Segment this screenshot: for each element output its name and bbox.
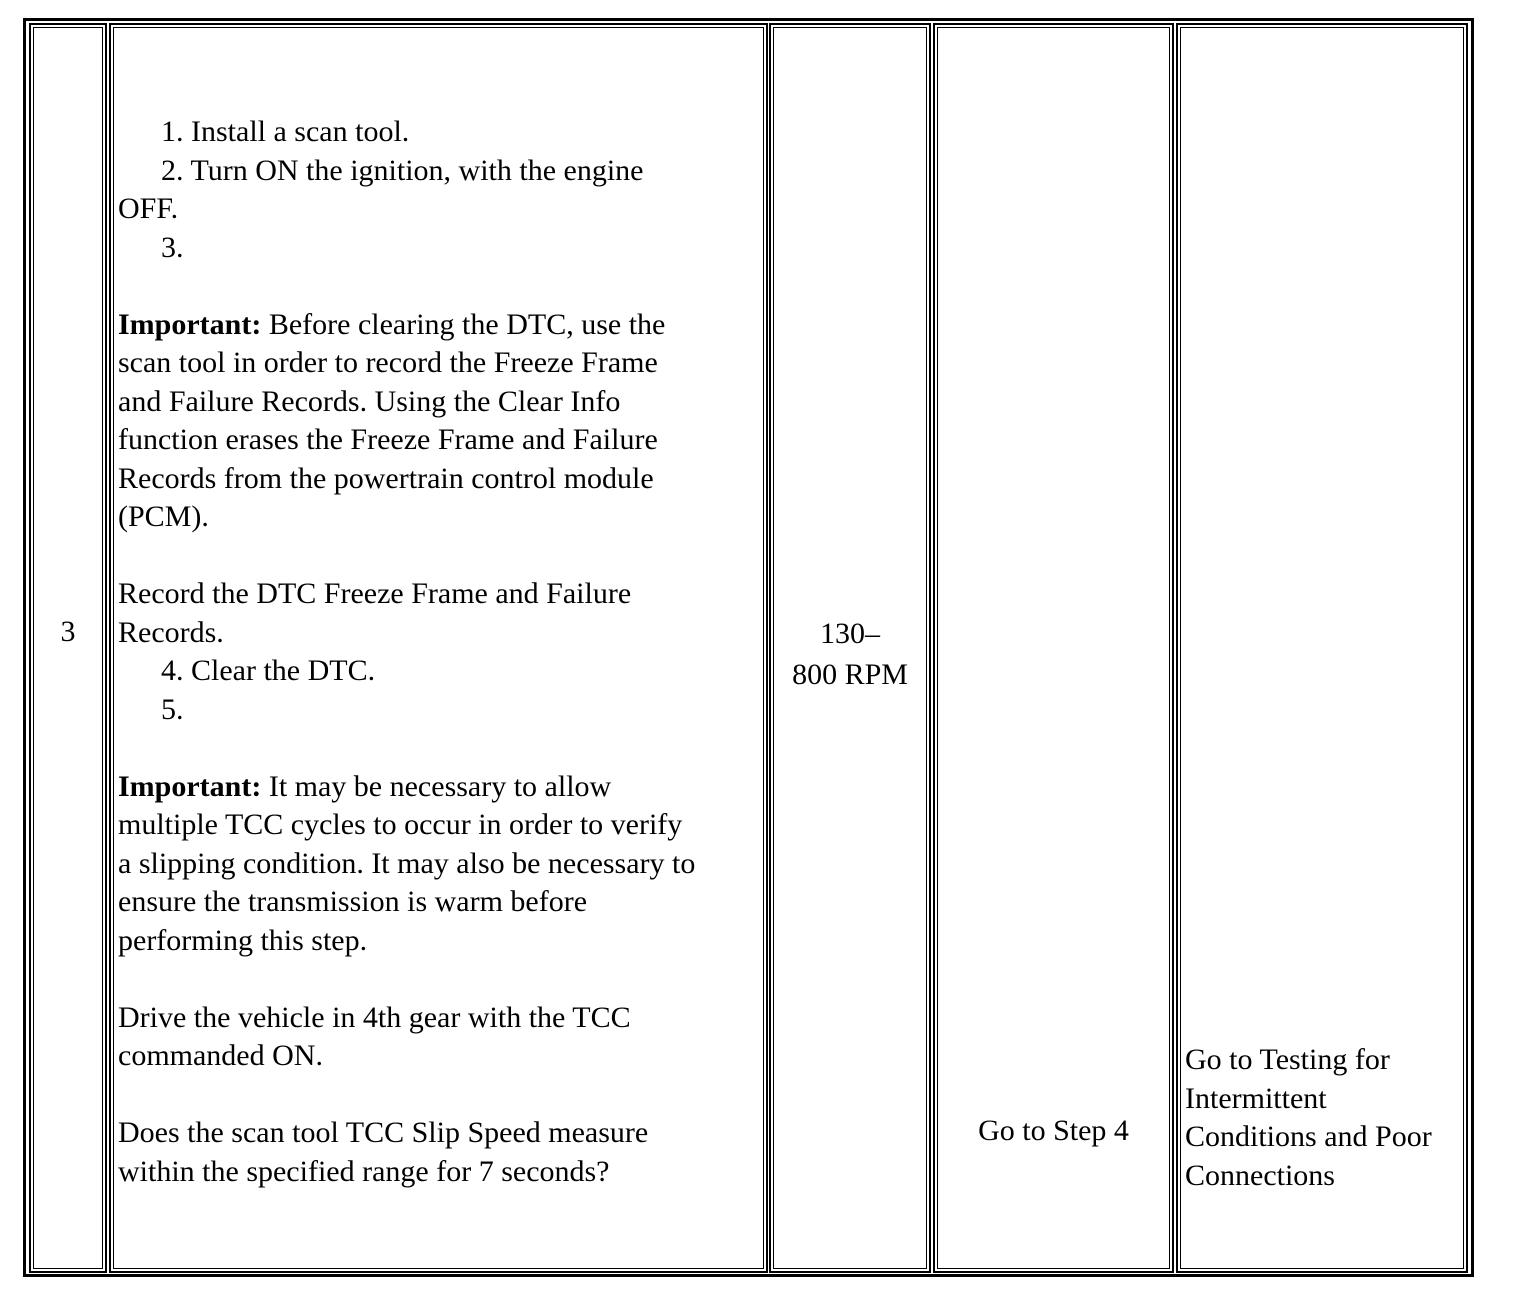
important-note-line: [118, 768, 695, 807]
step-number: 3: [60, 615, 76, 648]
value-cell: [773, 27, 927, 1269]
text-line: Records.: [118, 615, 224, 649]
no-action-line: Conditions and Poor: [1185, 1120, 1432, 1153]
text-line: multiple TCC cycles to occur in order to verify: [118, 808, 683, 841]
value-line: 800 RPM: [792, 658, 908, 691]
text-line: a slipping condition. It may also be necessary to: [118, 846, 696, 880]
important-text: Before clearing the DTC, use the: [261, 307, 666, 341]
value-text: [774, 613, 926, 695]
text-line: Does the scan tool TCC Slip Speed measure: [118, 1116, 649, 1149]
text-line: commanded ON.: [118, 1039, 323, 1072]
important-text: It may be necessary to allow: [261, 769, 612, 803]
text-line: within the specified range for 7 seconds?: [118, 1154, 610, 1188]
value-line: 130–: [820, 617, 880, 650]
text-line: and Failure Records. Using the Clear Info: [118, 384, 621, 418]
step-list-item: 5.: [161, 692, 184, 726]
no-action-line: Intermittent: [1185, 1081, 1327, 1115]
text-line: ensure the transmission is warm before: [118, 885, 588, 918]
step-list-item: 1. Install a scan tool.: [161, 115, 410, 148]
text-line: Records from the powertrain control module: [118, 461, 654, 495]
important-note-line: [118, 306, 695, 345]
blank-line: [118, 537, 695, 576]
important-label: Important:: [118, 769, 262, 803]
step-list-item: 2. Turn ON the ignition, with the engine: [161, 153, 644, 187]
step-list-item: 4. Clear the DTC.: [161, 654, 376, 687]
action-text: [118, 113, 695, 1191]
step-list-item: 3.: [161, 230, 184, 264]
important-label: Important:: [118, 307, 262, 341]
blank-line: [118, 267, 695, 306]
text-line: Record the DTC Freeze Frame and Failure: [118, 577, 632, 610]
blank-line: [118, 960, 695, 999]
step-cell: [33, 27, 103, 1269]
no-action-line: Connections: [1185, 1158, 1335, 1192]
no-cell: [1180, 27, 1464, 1269]
blank-line: [118, 729, 695, 768]
text-line: performing this step.: [118, 923, 368, 957]
text-line: function erases the Freeze Frame and Failure: [118, 423, 658, 456]
yes-action: Go to Step 4: [978, 1114, 1129, 1147]
text-line: Drive the vehicle in 4th gear with the TCC: [118, 1000, 631, 1034]
no-action-line: Go to Testing for: [1185, 1043, 1390, 1076]
yes-cell: [937, 27, 1170, 1269]
blank-line: [118, 1076, 695, 1115]
text-line: OFF.: [118, 192, 179, 225]
action-cell: [113, 27, 764, 1269]
text-line: scan tool in order to record the Freeze Frame: [118, 346, 658, 379]
no-action: [1185, 1041, 1432, 1195]
text-line: (PCM).: [118, 500, 209, 533]
